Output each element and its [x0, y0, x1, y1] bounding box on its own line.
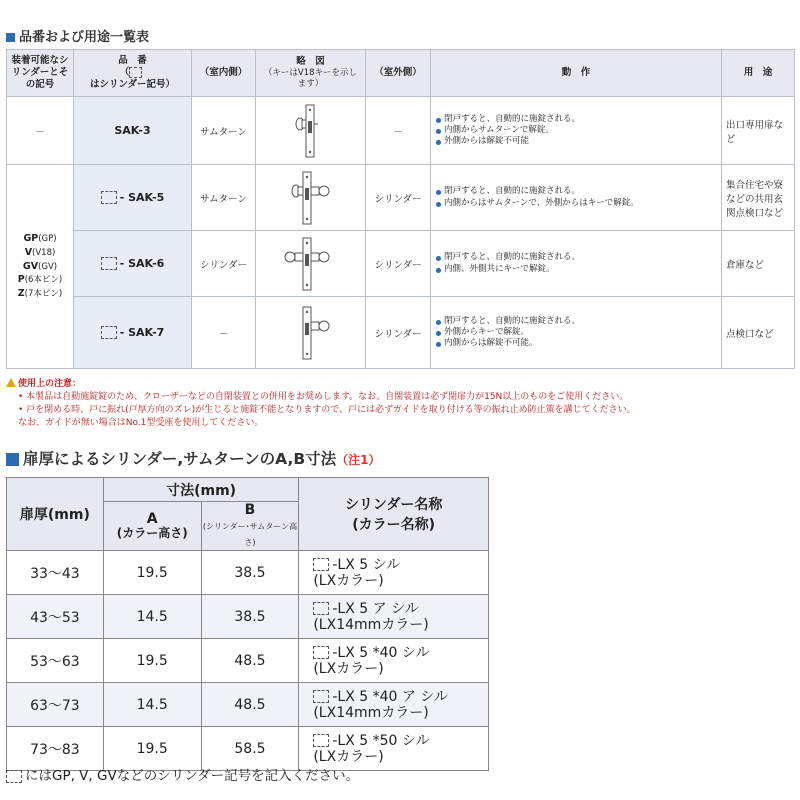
- caution-line: • 戸を閉める時、戸に振れ(戸厚方向のズレ)が生じると施錠不能となりますので、戸には必ずガイドを取り付ける等の振れ止め防止策を講じてください。: [18, 405, 636, 416]
- thickness-cell: 63～73: [7, 683, 104, 727]
- table-row: [7, 97, 795, 165]
- thickness-cell: 73～83: [7, 727, 104, 771]
- a-cell: 14.5: [103, 683, 201, 727]
- cylinder-name-cell: -LX 5 *40 シル (LXカラー): [299, 639, 489, 683]
- cylinder-symbol-placeholder-icon: [313, 646, 329, 659]
- product-use-table: [6, 49, 795, 369]
- cylinder-symbol-placeholder-icon: [313, 602, 329, 615]
- action-item: 内側、外側共にキーで解錠。: [444, 264, 717, 275]
- cylinder-name-cell: -LX 5 *50 シル (LXカラー): [299, 727, 489, 771]
- use-cell: 出口専用扉など: [722, 97, 795, 165]
- lock-diagram: [256, 231, 366, 297]
- cylinder-name-cell: -LX 5 *40 ア シル (LX14mmカラー): [299, 683, 489, 727]
- cylinder-symbol-placeholder-icon: [129, 67, 142, 78]
- cylinder-symbol-placeholder-icon: [101, 326, 117, 339]
- table1-title: 品番および用途一覧表: [6, 26, 149, 45]
- header-dimension: 寸法(mm): [103, 478, 299, 502]
- action-item: 内側からは解錠不可能。: [444, 338, 717, 349]
- a-cell: 19.5: [103, 727, 201, 771]
- header-b: B (シリンダー･サムターン高さ): [201, 502, 299, 551]
- lock-double-cylinder-diagram-icon: [279, 236, 343, 292]
- dimension-table: [6, 477, 489, 771]
- use-cell: 倉庫など: [722, 231, 795, 297]
- cylinder-symbol-placeholder-icon: [6, 770, 22, 783]
- header-use: 用 途: [722, 50, 795, 97]
- header-inside: （室内側）: [192, 50, 256, 97]
- cylinder-symbol-placeholder-icon: [313, 734, 329, 747]
- caution-notes: [6, 378, 794, 430]
- header-outside: （室外側）: [366, 50, 431, 97]
- table-row: [7, 595, 489, 639]
- b-cell: 48.5: [201, 639, 299, 683]
- caution-line: なお、ガイドが無い場合はNo.1型受座を使用してください。: [18, 418, 264, 429]
- table-row: [7, 683, 489, 727]
- a-cell: 19.5: [103, 551, 201, 595]
- action-item: 閉戸すると、自動的に施錠される。: [444, 186, 717, 197]
- lock-diagram: [256, 165, 366, 231]
- use-cell: 点検口など: [722, 297, 795, 369]
- inside-cell: サムターン: [192, 165, 256, 231]
- caution-heading: 使用上の注意：: [18, 379, 82, 389]
- section-marker-icon: [6, 453, 19, 466]
- b-cell: 58.5: [201, 727, 299, 771]
- model-cell: - SAK-7: [74, 297, 192, 369]
- table2-title: 扉厚によるシリンダー,サムターンのA,B寸法（注1）: [6, 447, 381, 469]
- action-cell: [431, 165, 722, 231]
- a-cell: 19.5: [103, 639, 201, 683]
- action-cell: [431, 297, 722, 369]
- lock-outside-cylinder-diagram-icon: [279, 305, 343, 361]
- table-row: [7, 297, 795, 369]
- outside-cell: シリンダー: [366, 231, 431, 297]
- cylinder-name-cell: -LX 5 シル (LXカラー): [299, 551, 489, 595]
- lock-thumbturn-diagram-icon: [281, 103, 341, 159]
- a-cell: 14.5: [103, 595, 201, 639]
- header-a: A (カラー高さ): [103, 502, 201, 551]
- cylinder-symbol-placeholder-icon: [313, 690, 329, 703]
- table-row: [7, 165, 795, 231]
- section-marker-icon: [6, 33, 15, 42]
- b-cell: 38.5: [201, 551, 299, 595]
- compat-cell: －: [7, 97, 74, 165]
- footnote: にはGP, V, GVなどのシリンダー記号を記入ください。: [6, 764, 359, 784]
- lock-thumbturn-cylinder-diagram-icon: [279, 170, 343, 226]
- thickness-cell: 33～43: [7, 551, 104, 595]
- action-item: 外側からキーで解錠。: [444, 327, 717, 338]
- thickness-cell: 43～53: [7, 595, 104, 639]
- action-item: 閉戸すると、自動的に施錠される。: [444, 316, 717, 327]
- header-model: 品 番 （はシリンダー記号）: [74, 50, 192, 97]
- b-cell: 38.5: [201, 595, 299, 639]
- lock-diagram: [256, 97, 366, 165]
- outside-cell: シリンダー: [366, 165, 431, 231]
- table-row: [7, 231, 795, 297]
- outside-cell: －: [366, 97, 431, 165]
- action-cell: [431, 97, 722, 165]
- model-cell: - SAK-6: [74, 231, 192, 297]
- outside-cell: シリンダー: [366, 297, 431, 369]
- action-cell: [431, 231, 722, 297]
- caution-line: • 本製品は自動施錠錠のため、クローザーなどの自閉装置との併用をお奨めします。なお、自閉装置は必ず閉扉力が15N以上のものをご使用ください。: [18, 392, 629, 403]
- cylinder-symbol-placeholder-icon: [101, 191, 117, 204]
- table-row: [7, 551, 489, 595]
- table-row: [7, 639, 489, 683]
- model-cell: SAK-3: [74, 97, 192, 165]
- cylinder-symbol-placeholder-icon: [101, 257, 117, 270]
- cylinder-name-cell: -LX 5 ア シル (LX14mmカラー): [299, 595, 489, 639]
- inside-cell: サムターン: [192, 97, 256, 165]
- cylinder-symbol-placeholder-icon: [313, 558, 329, 571]
- action-item: 閉戸すると、自動的に施錠される。: [444, 252, 717, 263]
- header-compat: 装着可能なシリンダーとその記号: [7, 50, 74, 97]
- compatible-cylinders: GP(GP) V(V18) GV(GV) P(6本ピン) Z(7本ピン): [7, 165, 74, 369]
- use-cell: 集合住宅や寮などの共用玄関点検口など: [722, 165, 795, 231]
- b-cell: 48.5: [201, 683, 299, 727]
- model-cell: - SAK-5: [74, 165, 192, 231]
- header-diagram: 略 図 （キーはV18キーを示します）: [256, 50, 366, 97]
- header-thickness: 扉厚(mm): [7, 478, 104, 551]
- action-item: 外側からは解錠不可能: [444, 136, 717, 147]
- header-cylinder-name: シリンダー名称 (カラー名称): [299, 478, 489, 551]
- warning-icon: [6, 378, 16, 387]
- inside-cell: シリンダー: [192, 231, 256, 297]
- action-item: 閉戸すると、自動的に施錠される。: [444, 114, 717, 125]
- action-item: 内側からサムターンで解錠。: [444, 125, 717, 136]
- action-item: 内側からはサムターンで、外側からはキーで解錠。: [444, 198, 717, 209]
- thickness-cell: 53～63: [7, 639, 104, 683]
- inside-cell: －: [192, 297, 256, 369]
- lock-diagram: [256, 297, 366, 369]
- note-ref: （注1）: [336, 453, 381, 467]
- header-action: 動 作: [431, 50, 722, 97]
